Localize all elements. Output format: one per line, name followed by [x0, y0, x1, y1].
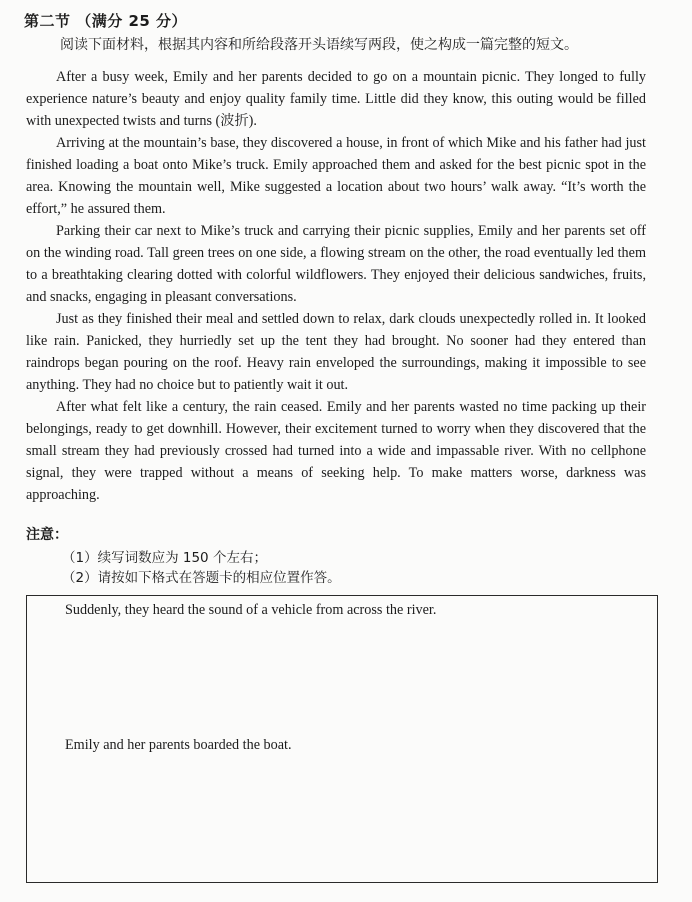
- note-item: （1）续写词数应为 150 个左右；: [62, 550, 267, 566]
- answer-box[interactable]: [26, 595, 658, 883]
- notes-title: 注意：: [26, 527, 68, 543]
- note-item: （2）请按如下格式在答题卡的相应位置作答。: [62, 570, 341, 586]
- passage-paragraph: After a busy week, Emily and her parents decided to go on a mountain picnic. They longed to fully experience nature’s beauty and enjoy quality family time. Little did they know, this outing would be filled with unexpected twists and turns (波折).: [26, 69, 646, 129]
- passage-paragraph: Parking their car next to Mike’s truck and carrying their picnic supplies, Emily and her parents set off on the winding road. Tall green trees on one side, a flowing stream on the other, the road eventually led them to a breathtaking clearing dotted with colorful wildflowers. They enjoyed their delicious sandwiches, fruits, and snacks, engaging in pleasant conversations.: [26, 223, 646, 305]
- section-title: 第二节 （满分 25 分）: [24, 12, 188, 30]
- passage-paragraph: Arriving at the mountain’s base, they discovered a house, in front of which Mike and his father had just finished loading a boat onto Mike’s truck. Emily approached them and asked for the best picnic spot in the area. Knowing the mountain well, Mike suggested a location about two hours’ walk away. “It’s worth the effort,” he assured them.: [26, 135, 646, 217]
- continuation-prompt-1: Suddenly, they heard the sound of a vehicle from across the river.: [65, 602, 437, 618]
- passage-paragraph: Just as they finished their meal and settled down to relax, dark clouds unexpectedly rolled in. It looked like rain. Panicked, they hurriedly set up the tent they had brought. No sooner had they entered than raindrops began pouring on the roof. Heavy rain enveloped the surroundings, making it impossible to see anything. They had no choice but to patiently wait it out.: [26, 311, 646, 393]
- continuation-prompt-2: Emily and her parents boarded the boat.: [65, 737, 292, 753]
- passage-paragraph: After what felt like a century, the rain ceased. Emily and her parents wasted no time packing up their belongings, ready to get downhill. However, their excitement turned to worry when they discovered that the small stream they had previously crossed had turned into a wide and impassable river. With no cellphone signal, they were trapped without a means of seeking help. To make matters worse, darkness was approaching.: [26, 399, 646, 503]
- section-instruction: 阅读下面材料，根据其内容和所给段落开头语续写两段，使之构成一篇完整的短文。: [60, 37, 578, 53]
- reading-passage: [26, 66, 646, 506]
